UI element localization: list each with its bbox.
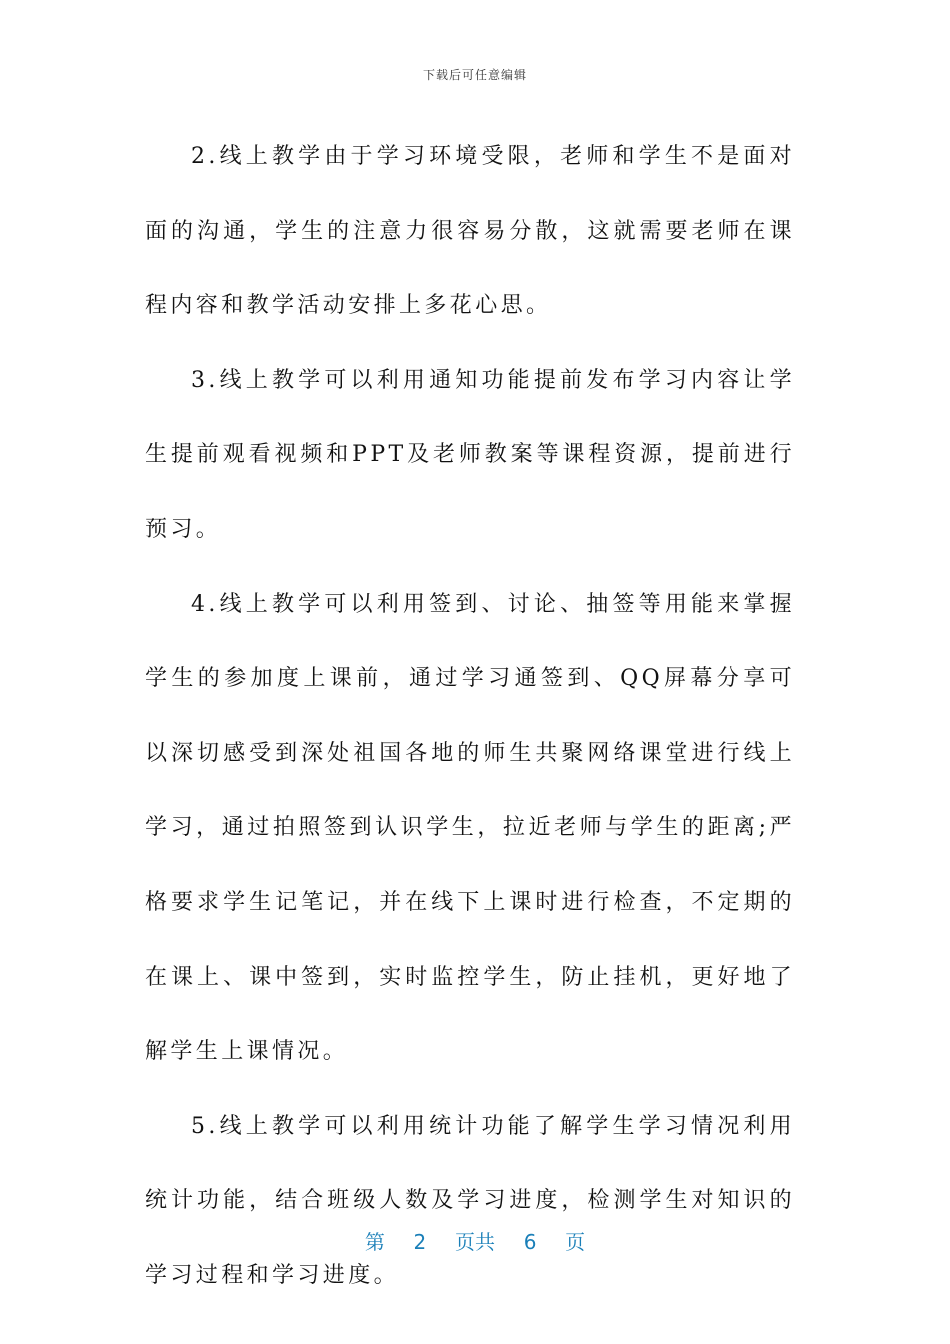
body-text bbox=[145, 120, 795, 1314]
header-note: 下载后可任意编辑 bbox=[422, 68, 527, 82]
footer-suffix: 页 bbox=[565, 1230, 586, 1254]
paragraph-5: 5.线上教学可以利用统计功能了解学生学习情况利用统计功能，结合班级人数及学习进度，检测学生对知识的学习过程和学习进度。 bbox=[145, 1113, 795, 1288]
footer-total-pages: 6 bbox=[523, 1230, 537, 1254]
footer-current-page: 2 bbox=[413, 1230, 427, 1254]
paragraph-3: 3.线上教学可以利用通知功能提前发布学习内容让学生提前观看视频和PPT及老师教案等课程资源，提前进行预习。 bbox=[145, 367, 795, 542]
footer-prefix: 第 bbox=[364, 1230, 385, 1254]
page-footer bbox=[0, 1226, 950, 1255]
paragraph-4: 4.线上教学可以利用签到、讨论、抽签等用能来掌握学生的参加度上课前，通过学习通签到、QQ屏幕分享可以深切感受到深处祖国各地的师生共聚网络课堂进行线上学习，通过拍照签到认识学生，拉近老师与学生的距离;严格要求学生记笔记，并在线下上课时进行检查，不定期的在课上、课中签到，实时监控学生，防止挂机，更好地了解学生上课情况。 bbox=[145, 591, 795, 1065]
paragraph-2: 2.线上教学由于学习环境受限，老师和学生不是面对面的沟通，学生的注意力很容易分散，这就需要老师在课程内容和教学活动安排上多花心思。 bbox=[145, 144, 795, 319]
footer-middle: 页共 bbox=[455, 1230, 495, 1254]
